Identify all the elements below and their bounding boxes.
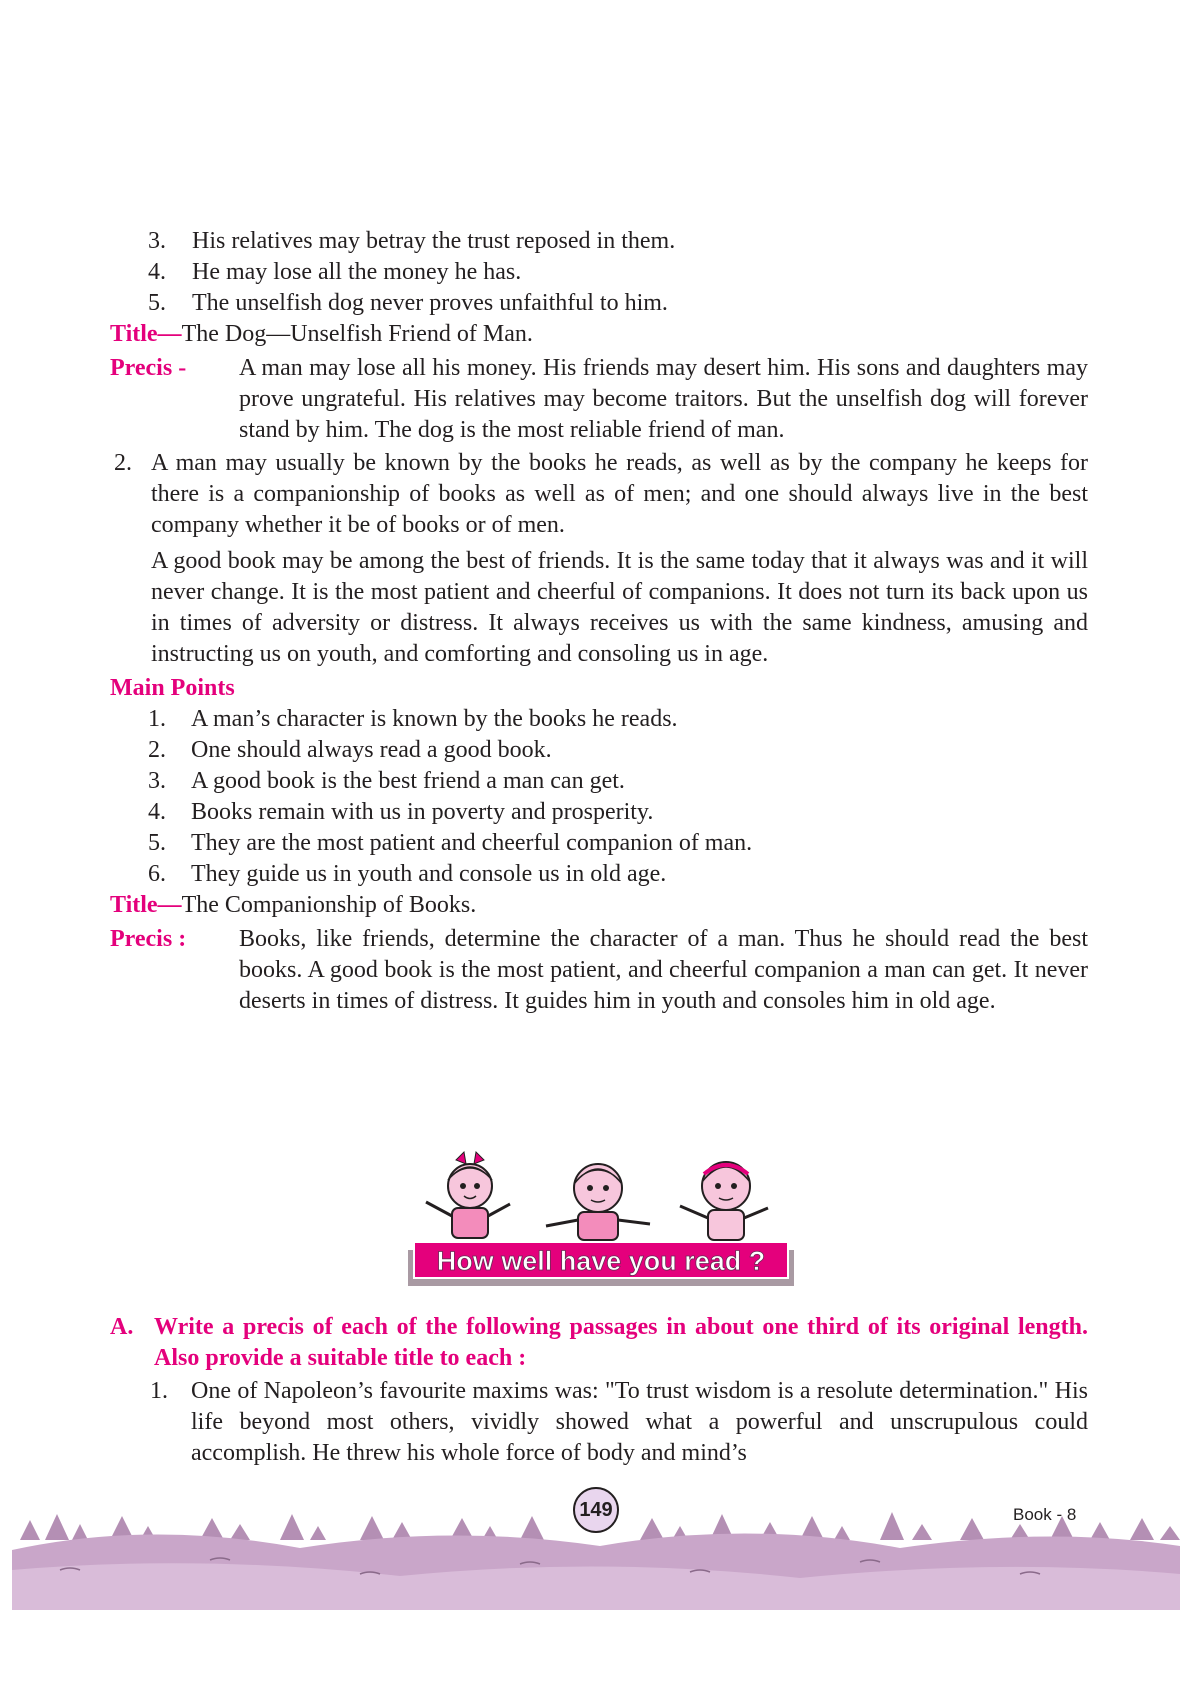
exercise-section bbox=[110, 1312, 1088, 1469]
kid-girl-left-illustration bbox=[426, 1152, 510, 1238]
kid-girl-right-illustration bbox=[680, 1162, 768, 1240]
list-number: 5. bbox=[148, 290, 166, 316]
precis-label: Precis - bbox=[110, 355, 187, 381]
title-label: Title— bbox=[110, 892, 182, 918]
title-text: The Companionship of Books. bbox=[181, 892, 477, 918]
main-points-heading: Main Points bbox=[110, 675, 235, 701]
passage-number: 2. bbox=[114, 450, 132, 476]
list-number: 4. bbox=[148, 259, 166, 285]
precis-label: Precis : bbox=[110, 926, 187, 952]
list-number: 1. bbox=[148, 706, 166, 732]
list-item bbox=[110, 288, 1088, 319]
list-item bbox=[110, 735, 1088, 766]
exercise-label: A. bbox=[110, 1314, 134, 1340]
exercise-item bbox=[110, 1376, 1088, 1469]
main-text bbox=[110, 226, 1088, 1017]
list-item bbox=[110, 766, 1088, 797]
list-number: 5. bbox=[148, 830, 166, 856]
passage-paragraph-2: A good book may be among the best of friends. It is the same today that it always was and it will never change. It is the most patient and cheerful of companions. It does not turn its back upon us in times of adversity or distress. It always receives us with the same kindness, amusing and instructing us on youth, and comforting and consoling us in age. bbox=[151, 548, 1088, 667]
passage-paragraph-1: A man may usually be known by the books he reads, as well as by the company he keeps for there is a companionship of books as well as of men; and one should always live in the best company whether it be of books or of men. bbox=[151, 450, 1088, 538]
list-text: He may lose all the money he has. bbox=[192, 259, 522, 285]
exercise-item-number: 1. bbox=[150, 1378, 168, 1404]
passage-2 bbox=[110, 448, 1088, 670]
precis-text: Books, like friends, determine the character of a man. Thus he should read the best books. A good book is the most patient, and cheerful companion a man can get. It never deserts in times of distress. It guides him in youth and consoles him in old age. bbox=[239, 926, 1088, 1014]
exercise-heading bbox=[110, 1312, 1088, 1374]
precis-1 bbox=[110, 353, 1088, 446]
list-item bbox=[110, 859, 1088, 890]
title-label: Title— bbox=[110, 321, 182, 347]
list-item bbox=[110, 797, 1088, 828]
list-number: 3. bbox=[148, 228, 166, 254]
list-text: The unselfish dog never proves unfaithful to him. bbox=[192, 290, 668, 316]
title-line-1 bbox=[110, 319, 1088, 350]
precis-text: A man may lose all his money. His friends may desert him. His sons and daughters may prove ungrateful. His relatives may become traitors. But the unselfish dog will forever stand by him. The dog is the most reliable friend of man. bbox=[239, 355, 1088, 443]
list-text: Books remain with us in poverty and prosperity. bbox=[191, 799, 654, 825]
precis-2 bbox=[110, 924, 1088, 1017]
list-number: 3. bbox=[148, 768, 166, 794]
list-item bbox=[110, 226, 1088, 257]
list-number: 4. bbox=[148, 799, 166, 825]
list-text: They guide us in youth and console us in old age. bbox=[191, 861, 667, 887]
how-well-banner bbox=[408, 1146, 794, 1286]
kid-boy-middle-illustration bbox=[546, 1164, 650, 1240]
list-number: 6. bbox=[148, 861, 166, 887]
footer-hill-front bbox=[12, 1563, 1180, 1610]
page-number-badge: 149 bbox=[573, 1487, 619, 1533]
list-number: 2. bbox=[148, 737, 166, 763]
banner-text: How well have you read ? bbox=[436, 1246, 766, 1276]
list-item bbox=[110, 704, 1088, 735]
list-text: A good book is the best friend a man can get. bbox=[191, 768, 625, 794]
book-label: Book - 8 bbox=[1013, 1505, 1077, 1524]
exercise-item-text: One of Napoleon’s favourite maxims was: "To trust wisdom is a resolute determination." His life beyond most others, vividly showed what a powerful and unscrupulous could accomplish. He threw his whole force of body and mind’s bbox=[191, 1378, 1088, 1466]
exercise-instruction: Write a precis of each of the following passages in about one third of its original length. Also provide a suitable title to each : bbox=[154, 1314, 1088, 1371]
list-text: His relatives may betray the trust reposed in them. bbox=[192, 228, 676, 254]
list-text: They are the most patient and cheerful companion of man. bbox=[191, 830, 753, 856]
title-line-2 bbox=[110, 890, 1088, 921]
list-text: A man’s character is known by the books he reads. bbox=[191, 706, 678, 732]
title-text: The Dog—Unselfish Friend of Man. bbox=[181, 321, 533, 347]
list-text: One should always read a good book. bbox=[191, 737, 552, 763]
list-item bbox=[110, 257, 1088, 288]
list-item bbox=[110, 828, 1088, 859]
